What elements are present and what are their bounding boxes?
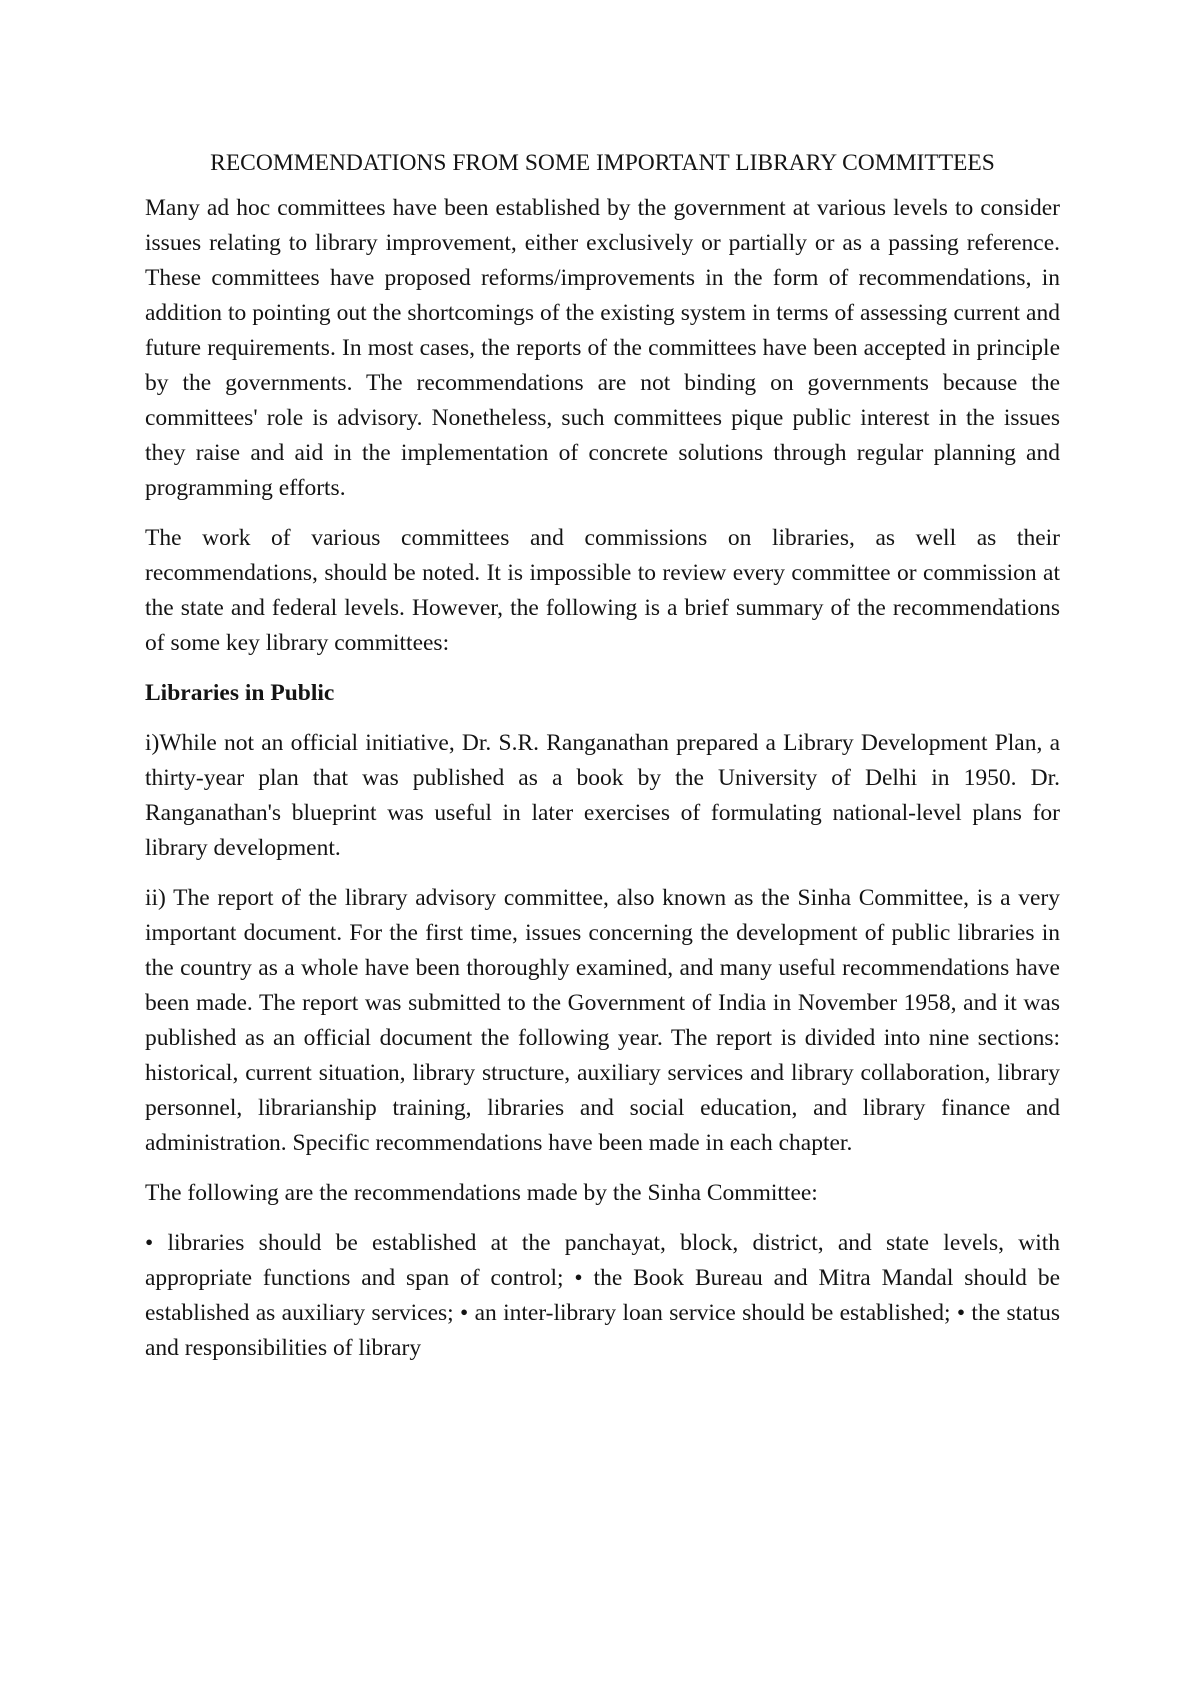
intro-paragraph-2: The work of various committees and commissions on libraries, as well as their recommendations, should be noted. It is impossible to review every committee or commission at the state and federal levels. However, the following is a brief summary of the recommendations of some key library committees:: [145, 525, 1060, 656]
sinha-committee-paragraph: ii) The report of the library advisory committee, also known as the Sinha Committee, is a very important document. For the first time, issues concerning the development of public libraries in the country as a whole have been thoroughly examined, and many useful recommendations have been made. The report was submitted to the Government of India in November 1958, and it was published as an official document the following year. The report is divided into nine sections: historical, current situation, library structure, auxiliary services and library collaboration, library personnel, librarianship training, libraries and social education, and library finance and administration. Specific recommendations have been made in each chapter.: [145, 885, 1060, 1156]
ranganathan-paragraph: i)While not an official initiative, Dr. S.R. Ranganathan prepared a Library Development Plan, a thirty-year plan that was published as a book by the University of Delhi in 1950. Dr. Ranganathan's blueprint was useful in later exercises of formulating national-level plans for library development.: [145, 730, 1060, 861]
intro-paragraph-1: Many ad hoc committees have been established by the government at various levels to consider issues relating to library improvement, either exclusively or partially or as a passing reference. These committees have proposed reforms/improvements in the form of recommendations, in addition to pointing out the shortcomings of the existing system in terms of assessing current and future requirements. In most cases, the reports of the committees have been accepted in principle by the governments. The recommendations are not binding on governments because the committees' role is advisory. Nonetheless, such committees pique public interest in the issues they raise and aid in the implementation of concrete solutions through regular planning and programming efforts.: [145, 195, 1060, 501]
document-page: [145, 146, 1060, 1381]
recommendations-list: • libraries should be established at the panchayat, block, district, and state levels, with appropriate functions and span of control; • the Book Bureau and Mitra Mandal should be established as auxiliary services; • an inter-library loan service should be established; • the status and responsibilities of library: [145, 1230, 1060, 1361]
section-heading: Libraries in Public: [145, 680, 335, 706]
document-title: RECOMMENDATIONS FROM SOME IMPORTANT LIBRARY COMMITTEES: [210, 150, 995, 176]
recommendations-intro: The following are the recommendations made by the Sinha Committee:: [145, 1180, 818, 1206]
